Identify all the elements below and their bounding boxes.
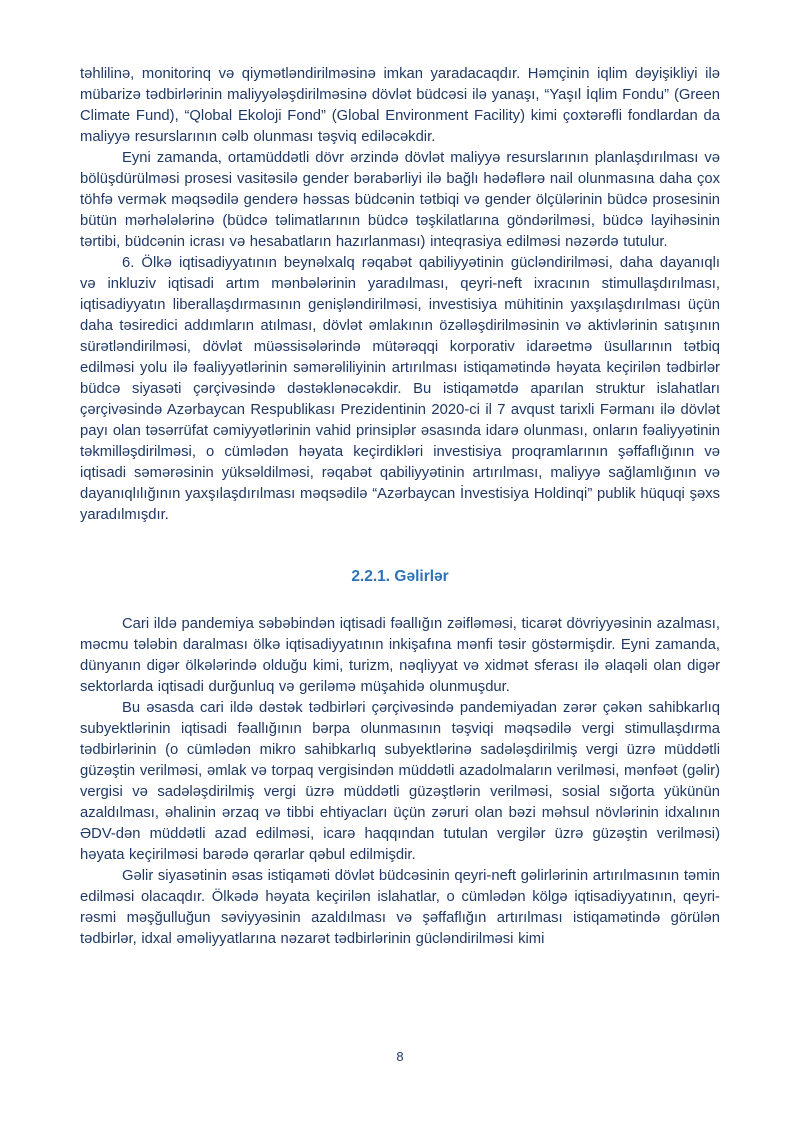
section-heading: 2.2.1. Gəlirlər [351,568,449,585]
paragraph: təhlilinə, monitorinq və qiymətləndirilməsinə imkan yaradacaqdır. Həmçinin iqlim dəyişikliyi ilə mübarizə tədbirlərinin maliyyələşdirilməsinə dövlət büdcəsi ilə yanaşı, “Yaşıl İqlim Fondu” (Green Climate Fund), “Qlobal Ekoloji Fond” (Global Environment Facility) kimi çoxtərəfli fondlardan da maliyyə resurslarının cəlb olunması təşviq ediləcəkdir. [80,66,720,145]
paragraph: Cari ildə pandemiya səbəbindən iqtisadi fəallığın zəifləməsi, ticarət dövriyyəsinin azalması, məcmu tələbin daralması ölkə iqtisadiyyatının inkişafına mənfi təsir göstərmişdir. Eyni zamanda, dünyanın digər ölkələrində olduğu kimi, turizm, nəqliyyat və xidmət sferası ilə əlaqəli olan digər sektorlarda iqtisadi durğunluq və geriləmə müşahidə olunmuşdur. [80,616,720,695]
page-number: 8 [396,1049,404,1064]
paragraph: Gəlir siyasətinin əsas istiqaməti dövlət büdcəsinin qeyri-neft gəlirlərinin artırılmasının təmin edilməsi olacaqdır. Ölkədə həyata keçirilən islahatlar, o cümlədən kölgə iqtisadiyyatının, qeyri-rəsmi məşğulluğun səviyyəsinin azaldılması və şəffaflığın artırılması istiqamətində görülən tədbirlər, idxal əməliyyatlarına nəzarət tədbirlərinin gücləndirilməsi kimi [80,868,720,947]
paragraph: Eyni zamanda, ortamüddətli dövr ərzində dövlət maliyyə resurslarının planlaşdırılması və bölüşdürülməsi prosesi vasitəsilə gender bərabərliyi ilə bağlı hədəflərə nail olunmasına daha çox töhfə vermək məqsədilə genderə həssas büdcənin tətbiqi və gender ölçülərinin büdcə prosesinin bütün mərhələlərinə (büdcə təlimatlarının büdcə təşkilatlarına göndərilməsi, büdcə layihəsinin tərtibi, büdcənin icrası və hesabatların hazırlanması) inteqrasiya edilməsi nəzərdə tutulur. [80,150,720,250]
paragraph: Bu əsasda cari ildə dəstək tədbirləri çərçivəsində pandemiyadan zərər çəkən sahibkarlıq subyektlərinin iqtisadi fəallığının bərpa olunmasının təşviqi məqsədilə vergi stimullaşdırma tədbirlərinin (o cümlədən mikro sahibkarlıq subyektlərinə sadələşdirilmiş vergi üzrə müddətli güzəştin verilməsi, əmlak və torpaq vergisindən müddətli azadolmaların verilməsi, mənfəət (gəlir) vergisi və sadələşdirilmiş vergi üzrə müddətli güzəştlərin verilməsi, sosial sığorta yükünün azaldılması, əhalinin ərzaq və tibbi ehtiyacları üçün zəruri olan bəzi məhsul növlərinin idxalının ƏDV-dən müddətli azad edilməsi, icarə haqqından tutulan vergilər üzrə güzəştin verilməsi) həyata keçirilməsi barədə qərarlar qəbul edilmişdir. [80,700,720,863]
paragraph: 6. Ölkə iqtisadiyyatının beynəlxalq rəqabət qabiliyyətinin gücləndirilməsi, daha dayanıqlı və inkluziv iqtisadi artım mənbələrinin yaradılması, qeyri-neft ixracının stimullaşdırılması, iqtisadiyyatın liberallaşdırmasının genişləndirilməsi, investisiya mühitinin yaxşılaşdırılması üçün daha təsiredici addımların atılması, dövlət əmlakının özəlləşdirilməsinin və aktivlərinin satışının sürətləndirilməsi, dövlət müəssisələrində mütərəqqi korporativ idarəetmə üsullarının tətbiq edilməsi yolu ilə fəaliyyətlərinin səmərəliliyinin artırılması istiqamətində həyata keçirilən tədbirlər büdcə siyasəti çərçivəsində dəstəklənəcəkdir. Bu istiqamətdə aparılan struktur islahatları çərçivəsində Azərbaycan Respublikası Prezidentinin 2020-ci il 7 avqust tarixli Fərmanı ilə dövlət payı olan təsərrüfat cəmiyyətlərinin vahid prinsiplər əsasında idarə olunması, onların fəaliyyətinin təkmilləşdirilməsi, o cümlədən həyata keçirdikləri investisiya proqramlarının şəffaflığının və iqtisadi səmərəsinin yüksəldilməsi, rəqabət qabiliyyətinin artırılması, maliyyə sağlamlığının və dayanıqlılığının yaxşılaşdırılması məqsədilə “Azərbaycan İnvestisiya Holdinqi” publik hüquqi şəxs yaradılmışdır. [80,255,720,523]
page-footer [0,1049,800,1064]
